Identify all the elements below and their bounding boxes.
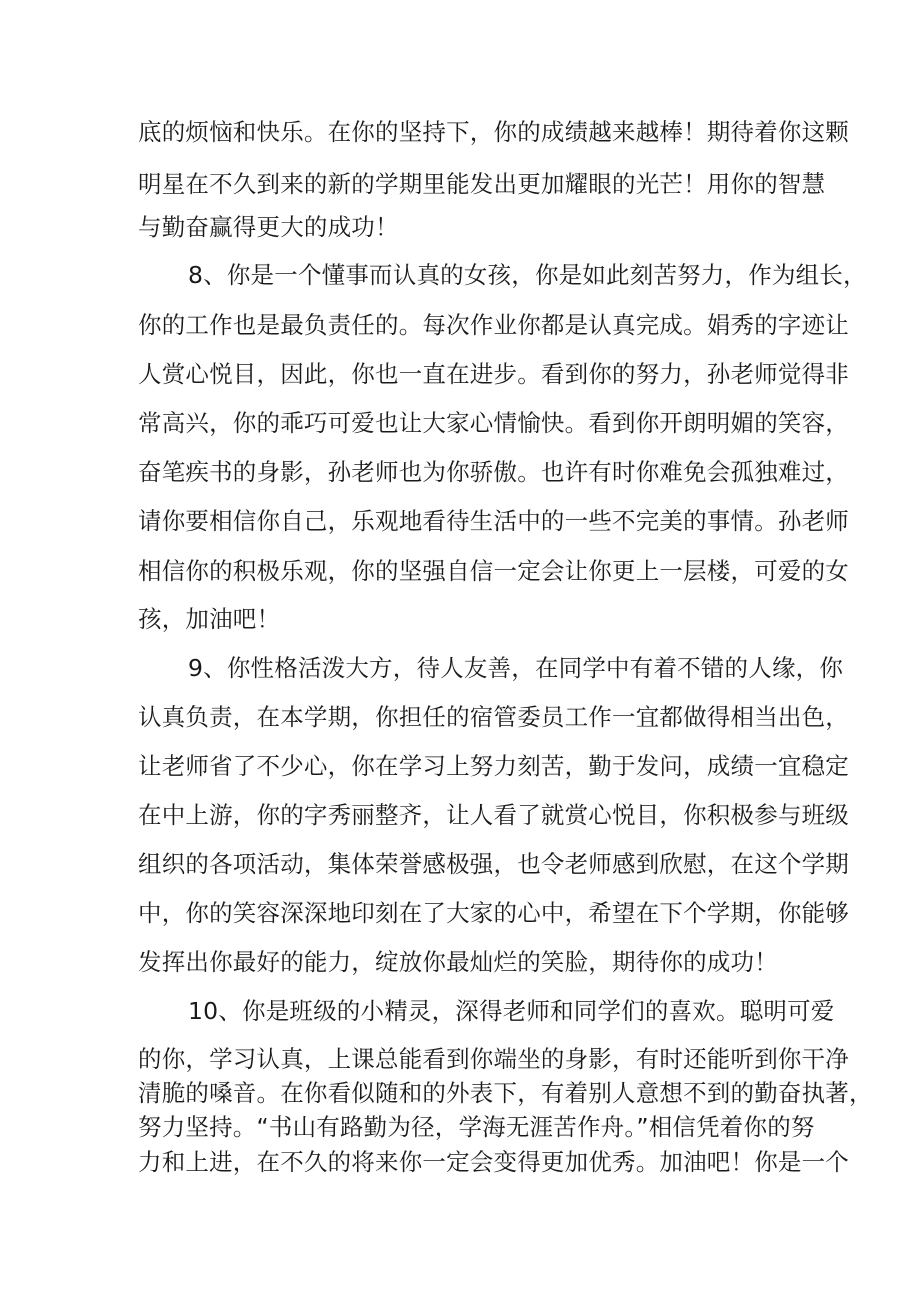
text-line: 与勤奋赢得更大的成功！	[138, 213, 399, 241]
text-line: 你的工作也是最负责任的。每次作业你都是认真完成。娟秀的字迹让	[138, 311, 849, 339]
text-line: 努力坚持。“书山有路勤为径，学海无涯苦作舟。”相信凭着你的努	[138, 1113, 815, 1141]
text-line: 让老师省了不少心，你在学习上努力刻苦，勤于发问，成绩一宜稳定	[138, 752, 849, 780]
text-line: 相信你的积极乐观，你的坚强自信一定会让你更上一层楼，可爱的女	[138, 557, 849, 585]
paragraph-first-line: 8、你是一个懂事而认真的女孩，你是如此刻苦努力，作为组长，	[188, 261, 867, 289]
text-line: 孩，加油吧！	[138, 605, 281, 633]
text-line: 认真负责，在本学期，你担任的宿管委员工作一宜都做得相当出色，	[138, 703, 849, 731]
text-line: 力和上进，在不久的将来你一定会变得更加优秀。加油吧！你是一个	[138, 1148, 849, 1176]
text-line: 底的烦恼和快乐。在你的坚持下，你的成绩越来越棒！期待着你这颗	[138, 118, 849, 146]
text-line: 人赏心悦目，因此，你也一直在进步。看到你的努力，孙老师觉得非	[138, 360, 849, 388]
text-line: 常高兴，你的乖巧可爱也让大家心情愉快。看到你开朗明媚的笑容，	[138, 409, 849, 437]
text-line: 清脆的嗓音。在你看似随和的外表下，有着别人意想不到的勤奋执著，	[138, 1079, 873, 1107]
text-line: 奋笔疾书的身影，孙老师也为你骄傲。也许有时你难免会孤独难过，	[138, 458, 849, 486]
paragraph-first-line: 10、你是班级的小精灵，深得老师和同学们的喜欢。聪明可爱	[188, 997, 835, 1025]
paragraph-first-line: 9、你性格活泼大方，待人友善，在同学中有着不错的人缘，你	[188, 654, 844, 682]
text-line: 中，你的笑容深深地印刻在了大家的心中，希望在下个学期，你能够	[138, 899, 849, 927]
text-line: 发挥出你最好的能力，绽放你最灿烂的笑脸，期待你的成功！	[138, 948, 778, 976]
text-line: 请你要相信你自己，乐观地看待生活中的一些不完美的事情。孙老师	[138, 507, 849, 535]
text-line: 的你，学习认真，上课总能看到你端坐的身影，有时还能听到你干净	[138, 1045, 849, 1073]
text-line: 在中上游，你的字秀丽整齐，让人看了就赏心悦目，你积极参与班级	[138, 801, 849, 829]
text-line: 明星在不久到来的新的学期里能发出更加耀眼的光芒！用你的智慧	[138, 170, 826, 198]
text-line: 组织的各项活动，集体荣誉感极强，也令老师感到欣慰，在这个学期	[138, 850, 849, 878]
